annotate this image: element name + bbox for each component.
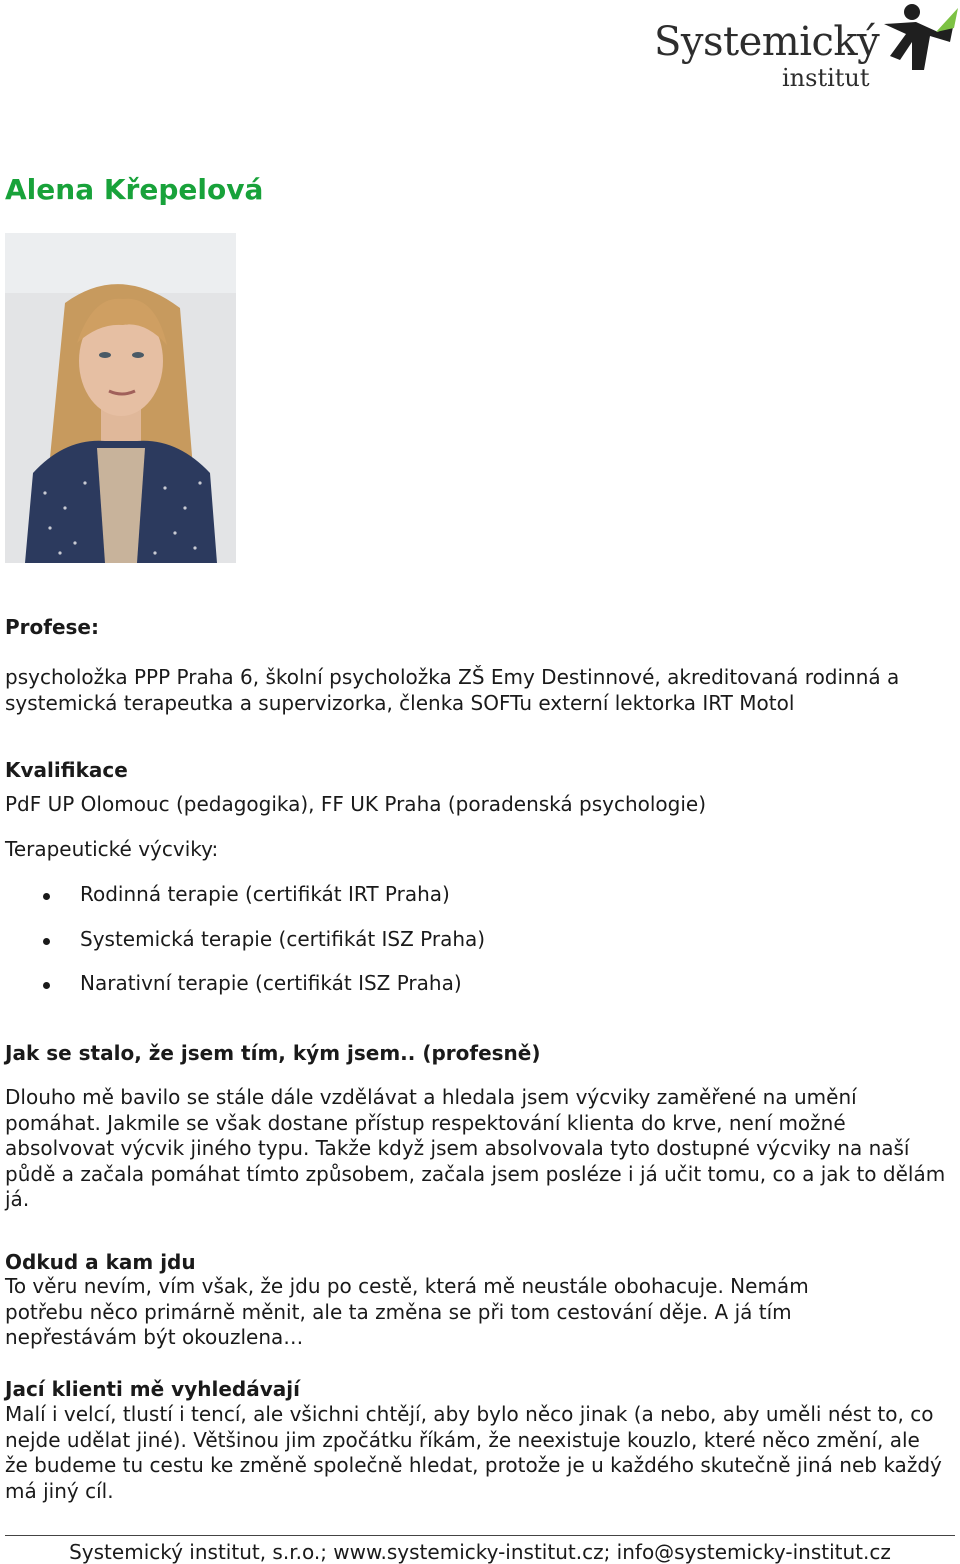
- person-figure-icon: [878, 2, 958, 72]
- training-item-label: Systemická terapie (certifikát ISZ Praha): [80, 926, 486, 951]
- jak-text: Dlouho mě bavilo se stále dále vzdělávat a hledala jsem výcviky zaměřené na umění pomáhat. Jakmile se však dostane přístup respektování klienta do krve, není možné absolvovat výcvik jiného typu. Takže když jsem absolvovala tyto dostupné výcviky na naší půdě a začala pomáhat tímto způsobem, začala jsem posléze i já učit tomu, co a jak to dělám já.: [5, 1085, 946, 1211]
- profese-text: psycholožka PPP Praha 6, školní psycholožka ZŠ Emy Destinnové, akreditovaná rodinná a systemická terapeutka a supervizorka, členka SOFTu externí lektorka IRT Motol: [5, 665, 900, 715]
- person-name: Alena Křepelová: [5, 173, 264, 206]
- section-heading-jak: Jak se stalo, že jsem tím, kým jsem.. (profesně): [5, 1041, 541, 1065]
- trainings-label: Terapeutické výcviky:: [5, 837, 219, 861]
- bullet-icon: [43, 893, 50, 900]
- section-heading-profese: Profese:: [5, 615, 99, 639]
- profile-photo: [5, 233, 236, 563]
- odkud-text: To věru nevím, vím však, že jdu po cestě, která mě neustále obohacuje. Nemám potřebu něco primárně měnit, ale ta změna se při tom cestování děje. A já tím nepřestávám být okouzlena…: [5, 1274, 809, 1349]
- training-item-label: Rodinná terapie (certifikát IRT Praha): [80, 882, 450, 906]
- klienti-text: Malí i velcí, tlustí i tencí, ale všichni chtějí, aby bylo něco jinak (a nebo, aby uměli nést to, co nejde udělat jiné). Většinou jim zpočátku říkám, že neexistuje kouzlo, které něco změní, ale že budeme tu cestu ke změně společně hledat, protože je u každého skutečně jiná neb každý má jiný cíl.: [5, 1402, 942, 1503]
- kvalifikace-text: PdF UP Olomouc (pedagogika), FF UK Praha (poradenská psychologie): [5, 792, 707, 816]
- section-heading-klienti: Jací klienti mě vyhledávají: [5, 1377, 300, 1401]
- bullet-icon: [43, 982, 50, 989]
- section-heading-odkud: Odkud a kam jdu: [5, 1250, 196, 1274]
- footer-divider: [5, 1535, 955, 1536]
- section-heading-kvalifikace: Kvalifikace: [5, 758, 128, 782]
- logo-wordmark-line1: Systemický: [654, 19, 880, 65]
- logo-wordmark-line2: institut: [782, 64, 870, 92]
- training-item-label: Narativní terapie (certifikát ISZ Praha): [80, 971, 462, 995]
- systemicky-institut-logo: [650, 0, 960, 100]
- bullet-icon: [43, 938, 50, 945]
- footer-contact: Systemický institut, s.r.o.; www.systemicky-institut.cz; info@systemicky-institut.cz: [69, 1540, 891, 1564]
